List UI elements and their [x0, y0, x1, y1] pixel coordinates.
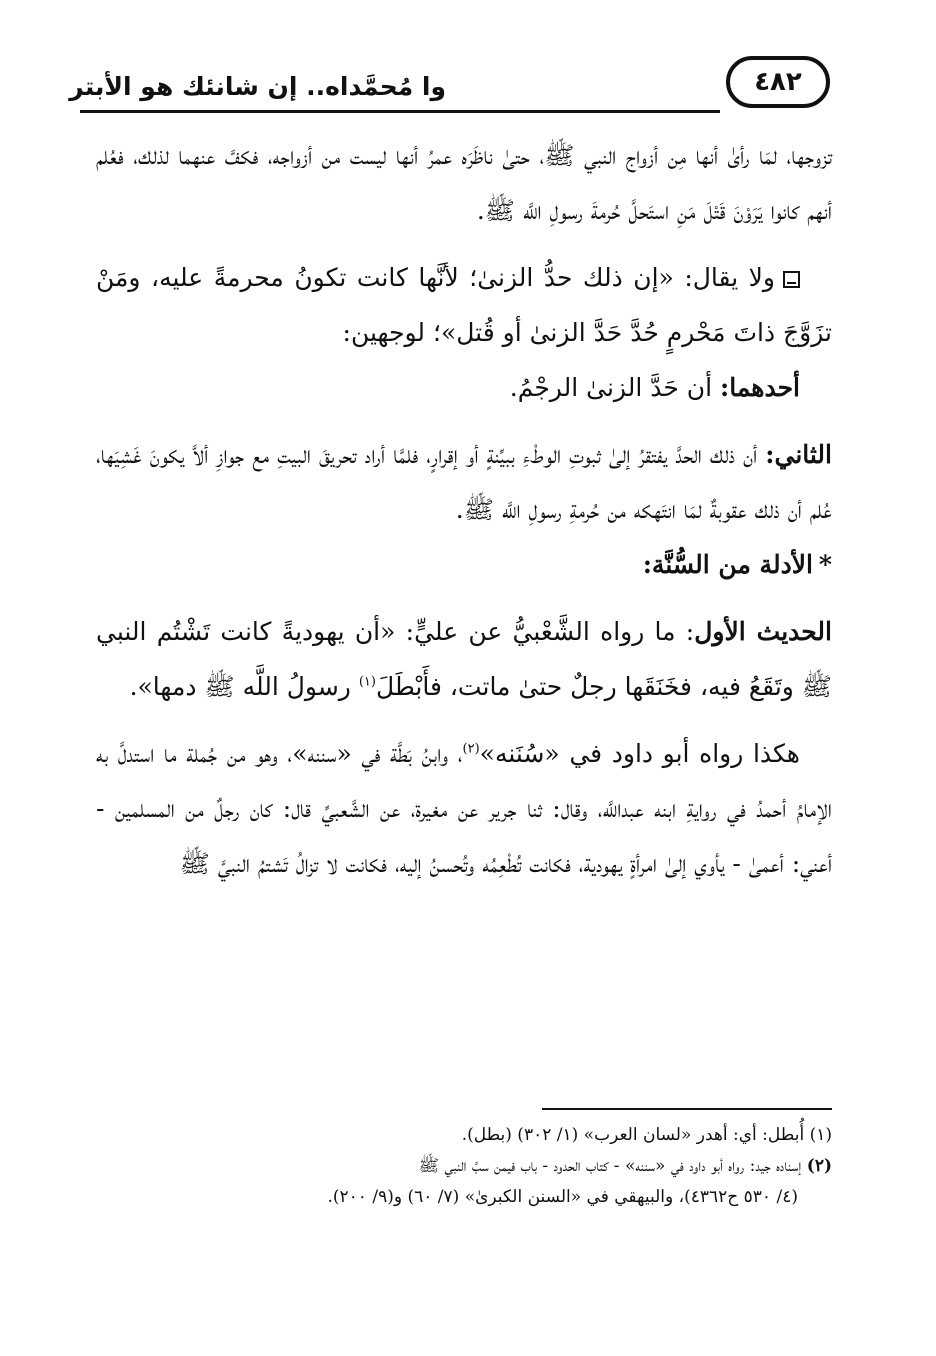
footnote-2: [96, 1151, 832, 1182]
running-title: وا مُحمَّداه.. إن شانئك هو الأبتر: [69, 72, 446, 101]
first-reason-text: أن حَدَّ الزنىٰ الرجْمُ.: [509, 373, 720, 402]
page-header: [69, 54, 830, 114]
paragraph-first-reason: [96, 360, 832, 415]
paragraph-narration: [96, 726, 832, 891]
second-reason-label: الثاني:: [765, 440, 832, 469]
page-number-badge: [726, 56, 830, 108]
footnote-1: (١) أُبطل: أي: أهدر «لسان العرب» (١/ ٣٠٢) (بطل).: [461, 1125, 832, 1145]
square-bullet-icon: [783, 271, 800, 288]
paragraph-objection: [96, 250, 832, 360]
narration-text-b: ، وابنُ بَطَّة في «سننه»، وهو من جُملة ما استدلَّ به الإمامُ أحمدُ في روايةِ ابنه عبداللَّه، وقال: ثنا جرير عن مغيرة، عن الشَّعبيِّ قال: كان رجلٌ من المسلمين - أعني: أعمىٰ - يأوي إلىٰ امرأةٍ يهودية، فكانت تُطْعِمُه وتُحسنُ إليه، فكانت لا تزالُ تَشتمُ النبيَّ ﷺ: [96, 739, 832, 878]
footnote-2-text-a: إسناده جيد: رواه أبو داود في «سننه» - كتاب الحدود - باب فيمن سبَّ النبي ﷺ: [418, 1156, 807, 1176]
page-number: ٤٨٢: [754, 67, 802, 97]
footnote-2-continuation: (٤/ ٥٣٠ ح٤٣٦٢)، والبيهقي في «السنن الكبرىٰ» (٧/ ٦٠) و(٩/ ٢٠٠).: [327, 1187, 798, 1207]
narration-text-a: هكذا رواه أبو داود في «سُنَنه»: [479, 739, 800, 768]
section-heading: [96, 537, 832, 592]
footnote-ref-2: (٢): [462, 741, 480, 757]
body-text: [96, 128, 832, 891]
paragraph-second-reason: [96, 427, 832, 537]
footnote-rule: [542, 1108, 832, 1110]
section-heading-text: الأدلة من السُّنَّة:: [642, 550, 813, 579]
paragraph-first-hadith: [96, 604, 832, 714]
footnotes: [96, 1120, 832, 1213]
first-reason-label: أحدهما:: [719, 373, 800, 402]
objection-text: ولا يقال: «إن ذلك حدُّ الزنىٰ؛ لأنَّها كانت تكونُ محرمةً عليه، ومَنْ تزَوَّجَ ذاتَ مَحْرمٍ حُدَّ حَدَّ الزنىٰ أو قُتل»؛ لوجهين:: [96, 263, 832, 347]
footnote-ref-1: (١): [358, 674, 376, 690]
paragraph-continuation: تزوجها، لمَا رأىٰ أنها مِن أزواج النبي ﷺ، حتىٰ ناظَرَه عمرُ أنها ليست من أزواجه، فكفَّ عنهما لذلك، فعُلم أنهم كانوا يَرَوْنَ قَتْلَ مَنِ استَحلَّ حُرمةَ رسولِ اللَّه ﷺ.: [96, 141, 832, 225]
footnote-2-label: (٢): [806, 1156, 832, 1176]
star-icon: *: [818, 550, 832, 579]
header-rule: [80, 110, 720, 113]
first-hadith-text-b: رسولُ اللَّه ﷺ دمها».: [129, 672, 359, 701]
first-hadith-label: الحديث الأول: [694, 617, 832, 646]
first-hadith-text-a: : ما رواه الشَّعْبيُّ عن عليٍّ: «أن يهوديةً كانت تَشْتُم النبي ﷺ وتَقَعُ فيه، فخَنَقَها رجلٌ حتىٰ ماتت، فأَبْطَلَ: [96, 617, 832, 701]
second-reason-text: أن ذلك الحدَّ يفتقرُ إلىٰ ثبوتِ الوطْءِ ببيِّنةٍ أو إقرارٍ، فلمَّا أراد تحريقَ البيتِ مع جوازِ ألاَّ يكونَ غَشِيَها، عُلم أن ذلك عقوبةٌ لمَا انتَهكه من حُرمةِ رسولِ اللَّه ﷺ.: [96, 440, 832, 524]
